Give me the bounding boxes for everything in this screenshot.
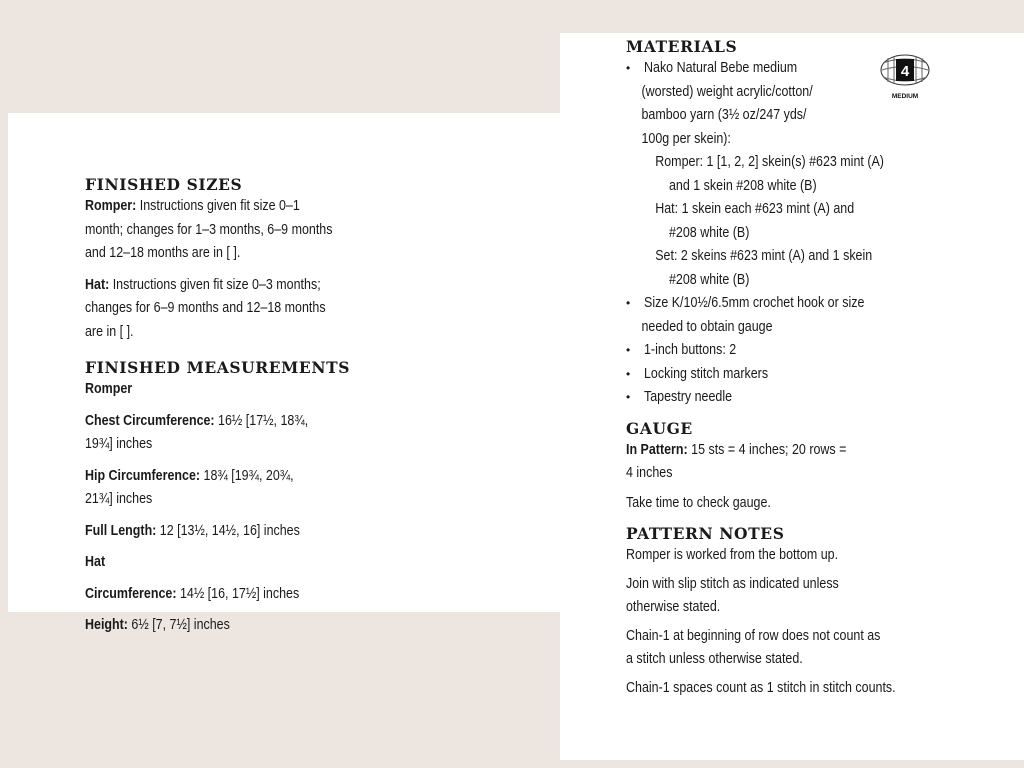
materials-buttons-item — [626, 339, 1024, 363]
full-length: Full Length: 12 [13½, 14½, 16] inches — [85, 522, 300, 539]
hat-sizes-line: changes for 6–9 months and 12–18 months — [85, 300, 326, 316]
materials-needle-item — [626, 386, 1024, 410]
pattern-note: Join with slip stitch as indicated unless — [626, 575, 839, 592]
hat-yarn-line: Hat: 1 skein each #623 mint (A) and — [655, 201, 855, 217]
left-page-panel — [8, 113, 564, 633]
romper-sizes-text: Romper: Instructions given fit size 0–1 — [85, 198, 300, 214]
hip-circumference-line: 21¾] inches — [85, 491, 153, 507]
finished-measurements-heading: FINISHED MEASUREMENTS — [85, 358, 351, 377]
materials-hook-item — [626, 292, 1024, 316]
hip-label: Hip Circumference: — [85, 467, 201, 484]
hook-line: Size K/10½/6.5mm crochet hook or size — [644, 295, 865, 311]
romper-subheading: Romper — [85, 381, 133, 397]
bullet: • — [626, 366, 631, 381]
hat-subheading: Hat — [85, 554, 106, 570]
finished-sizes-heading: FINISHED SIZES — [85, 175, 243, 194]
gauge-heading: GAUGE — [626, 418, 693, 438]
set-yarn-line: Set: 2 skeins #623 mint (A) and 1 skein — [655, 248, 873, 264]
romper-sizes-label: Romper: — [85, 198, 137, 214]
hat-circumference: Circumference: 14½ [16, 17½] inches — [85, 585, 300, 602]
pattern-note: Chain-1 spaces count as 1 stitch in stitch counts. — [626, 679, 896, 696]
pattern-note: otherwise stated. — [626, 599, 721, 615]
gauge-label: In Pattern: — [626, 441, 688, 458]
hat-height-label: Height: — [85, 617, 128, 633]
bullet: • — [626, 296, 631, 310]
hat-sizes-label: Hat: — [85, 276, 110, 293]
romper-yarn-line: Romper: 1 [1, 2, 2] skein(s) #623 mint (A) — [655, 154, 884, 170]
materials-markers-item — [626, 363, 1024, 387]
yarn-line: 100g per skein): — [641, 130, 731, 147]
right-page-panel — [560, 33, 1024, 760]
hat-sizes-line: are in [ ]. — [85, 323, 134, 340]
yarn-line: bamboo yarn (3½ oz/247 yds/ — [641, 107, 807, 123]
yarn-line: (worsted) weight acrylic/cotton/ — [641, 83, 813, 100]
buttons-line: 1-inch buttons: 2 — [644, 342, 737, 358]
hat-sizes-text: Hat: Instructions given fit size 0–3 months; — [85, 276, 321, 293]
gauge-check: Take time to check gauge. — [626, 494, 771, 511]
markers-line: Locking stitch markers — [644, 365, 769, 382]
romper-sizes-line: and 12–18 months are in [ ]. — [85, 245, 241, 261]
chest-circumference-line: 19¾] inches — [85, 436, 153, 452]
pattern-note: Romper is worked from the bottom up. — [626, 547, 839, 563]
hat-yarn-line: #208 white (B) — [669, 224, 750, 241]
chest-label: Chest Circumference: — [85, 412, 215, 429]
materials-heading: MATERIALS — [626, 37, 738, 56]
set-yarn-line: #208 white (B) — [669, 271, 750, 288]
yarn-weight-number: 4 — [900, 63, 910, 80]
pattern-note: Chain-1 at beginning of row does not count as — [626, 627, 881, 644]
romper-sizes-line: month; changes for 1–3 months, 6–9 months — [85, 221, 333, 238]
yarn-weight-caption: MEDIUM — [891, 93, 919, 100]
romper-yarn-line: and 1 skein #208 white (B) — [669, 177, 817, 194]
pattern-notes-heading: PATTERN NOTES — [626, 524, 785, 543]
pattern-note: a stitch unless otherwise stated. — [626, 651, 803, 667]
full-length-label: Full Length: — [85, 522, 157, 539]
bullet: • — [626, 343, 631, 357]
bullet: • — [626, 390, 631, 404]
bullet: • — [626, 61, 631, 75]
hip-circumference: Hip Circumference: 18¾ [19¾, 20¾, — [85, 467, 294, 484]
yarn-line: Nako Natural Bebe medium — [644, 60, 798, 76]
chest-circumference: Chest Circumference: 16½ [17½, 18¾, — [85, 412, 309, 429]
hat-height: Height: 6½ [7, 7½] inches — [85, 617, 230, 633]
hook-line: needed to obtain gauge — [641, 318, 773, 335]
materials-yarn-item — [626, 57, 1024, 81]
hat-circumference-label: Circumference: — [85, 585, 177, 602]
gauge-line: 4 inches — [626, 465, 673, 481]
gauge-in-pattern: In Pattern: 15 sts = 4 inches; 20 rows = — [626, 441, 847, 458]
needle-line: Tapestry needle — [644, 389, 733, 405]
